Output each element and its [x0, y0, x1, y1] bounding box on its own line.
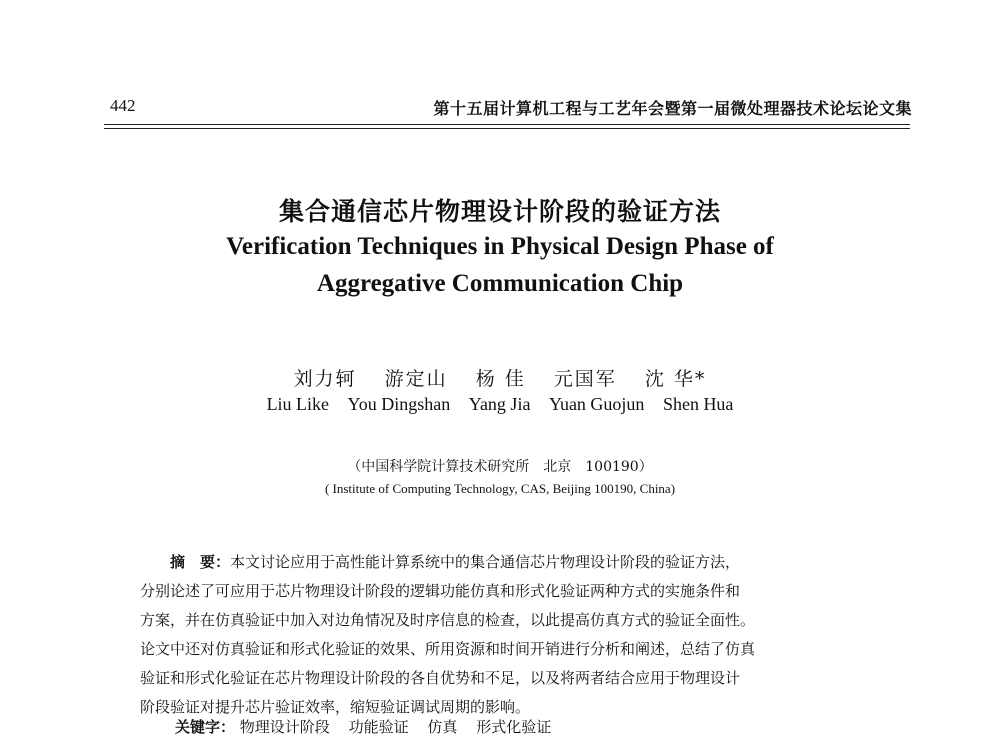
abstract — [140, 548, 880, 722]
authors-chinese — [0, 364, 1000, 391]
keyword: 仿真 — [427, 718, 458, 736]
keyword: 功能验证 — [348, 718, 409, 736]
author-en: You Dingshan — [347, 394, 451, 414]
keyword: 物理设计阶段 — [239, 718, 330, 736]
page-number: 442 — [110, 96, 136, 115]
abstract-line: 验证和形式化验证在芯片物理设计阶段的各自优势和不足，以及将两者结合应用于物理设计 — [140, 669, 741, 687]
abstract-text: 本文讨论应用于高性能计算系统中的集合通信芯片物理设计阶段的验证方法， — [230, 553, 741, 571]
author-en: Liu Like — [266, 394, 330, 414]
abstract-label: 摘 要： — [170, 553, 231, 571]
running-head: 第十五届计算机工程与工艺年会暨第一届微处理器技术论坛论文集 — [433, 99, 912, 118]
abstract-line: 阶段验证对提升芯片验证效率，缩短验证调试周期的影响。 — [140, 698, 531, 716]
author-cn: 元国军 — [553, 368, 617, 390]
author-en: Yang Jia — [468, 394, 531, 414]
header-rule — [104, 124, 910, 125]
title-english-line2: Aggregative Communication Chip — [316, 270, 684, 297]
author-cn: 游定山 — [384, 368, 448, 390]
author-en: Yuan Guojun — [548, 394, 645, 414]
abstract-line: 方案，并在仿真验证中加入对边角情况及时序信息的检查，以此提高仿真方式的验证全面性。 — [140, 611, 756, 629]
header-rule-thin — [104, 128, 910, 129]
affiliation-english: ( Institute of Computing Technology, CAS, Beijing 100190, China) — [324, 481, 676, 496]
keyword: 形式化验证 — [476, 718, 552, 736]
abstract-line: 论文中还对仿真验证和形式化验证的效果、所用资源和时间开销进行分析和阐述，总结了仿真 — [140, 640, 756, 658]
author-en: Shen Hua — [662, 394, 734, 414]
affiliation-chinese: （中国科学院计算技术研究所 北京 100190） — [347, 459, 653, 475]
title-chinese: 集合通信芯片物理设计阶段的验证方法 — [278, 197, 721, 226]
title-english-line1: Verification Techniques in Physical Design Phase of — [226, 233, 774, 260]
keywords-label: 关键字： — [175, 718, 236, 736]
author-cn: 刘力轲 — [293, 368, 357, 390]
abstract-line: 分别论述了可应用于芯片物理设计阶段的逻辑功能仿真和形式化验证两种方式的实施条件和 — [140, 582, 741, 600]
keywords — [175, 716, 565, 737]
abstract-line — [140, 548, 880, 577]
author-cn: 杨 佳 — [475, 368, 526, 390]
title-english — [0, 228, 1000, 302]
authors-english — [0, 394, 1000, 415]
author-cn: 沈 华* — [644, 368, 707, 390]
